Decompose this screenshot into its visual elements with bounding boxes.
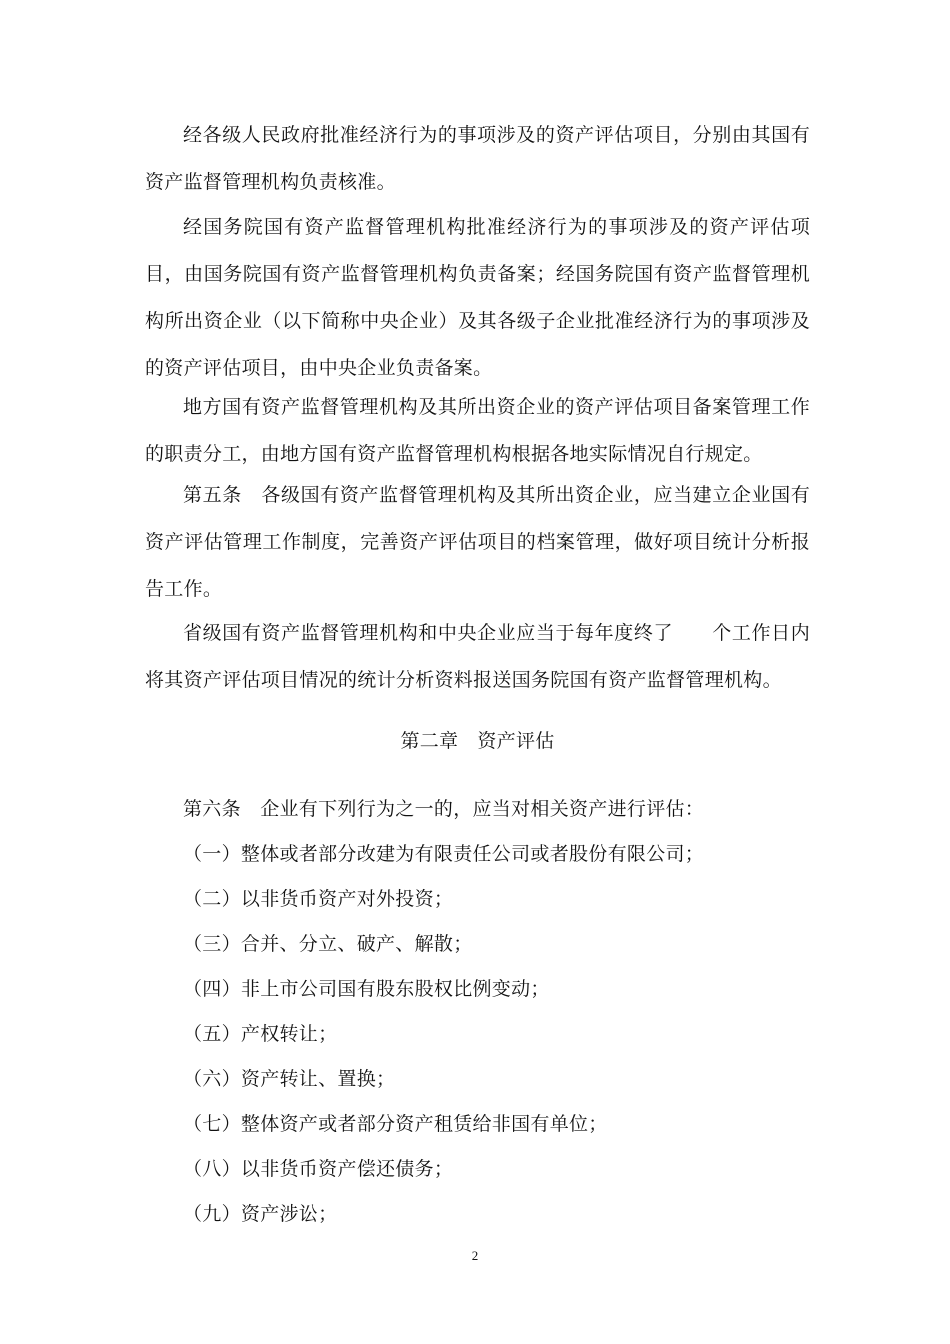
chapter-number: 第二章 xyxy=(400,730,459,752)
chapter-title: 资产评估 xyxy=(477,730,555,752)
page-number: 2 xyxy=(471,1248,479,1263)
paragraph-annual-report: 省级国有资产监督管理机构和中央企业应当于每年度终了 个工作日内将其资产评估项目情况的统计分析资料报送国务院国有资产监督管理机构。 xyxy=(145,622,810,691)
paragraph-article-6: 第六条 企业有下列行为之一的，应当对相关资产进行评估： xyxy=(183,798,705,820)
paragraph-article-5: 第五条 各级国有资产监督管理机构及其所出资企业，应当建立企业国有资产评估管理工作制度，完善资产评估项目的档案管理，做好项目统计分析报告工作。 xyxy=(145,484,810,600)
list-item: （三）合并、分立、破产、解散； xyxy=(183,933,473,955)
list-item: （八）以非货币资产偿还债务； xyxy=(183,1158,454,1180)
list-item: （六）资产转让、置换； xyxy=(183,1068,396,1090)
list-item: （五）产权转让； xyxy=(183,1023,338,1045)
list-item: （四）非上市公司国有股东股权比例变动； xyxy=(183,978,550,1000)
paragraph-approval: 经各级人民政府批准经济行为的事项涉及的资产评估项目，分别由其国有资产监督管理机构负责核准。 xyxy=(145,124,810,193)
list-item: （一）整体或者部分改建为有限责任公司或者股份有限公司； xyxy=(183,843,705,865)
paragraph-local-duty: 地方国有资产监督管理机构及其所出资企业的资产评估项目备案管理工作的职责分工，由地方国有资产监督管理机构根据各地实际情况自行规定。 xyxy=(145,396,810,465)
list-item: （七）整体资产或者部分资产租赁给非国有单位； xyxy=(183,1113,608,1135)
list-item: （九）资产涉讼； xyxy=(183,1203,338,1225)
chapter-heading xyxy=(145,718,810,765)
paragraph-filing: 经国务院国有资产监督管理机构批准经济行为的事项涉及的资产评估项目，由国务院国有资产监督管理机构负责备案；经国务院国有资产监督管理机构所出资企业（以下简称中央企业）及其各级子企业批准经济行为的事项涉及的资产评估项目，由中央企业负责备案。 xyxy=(145,216,810,379)
list-item: （二）以非货币资产对外投资； xyxy=(183,888,454,910)
